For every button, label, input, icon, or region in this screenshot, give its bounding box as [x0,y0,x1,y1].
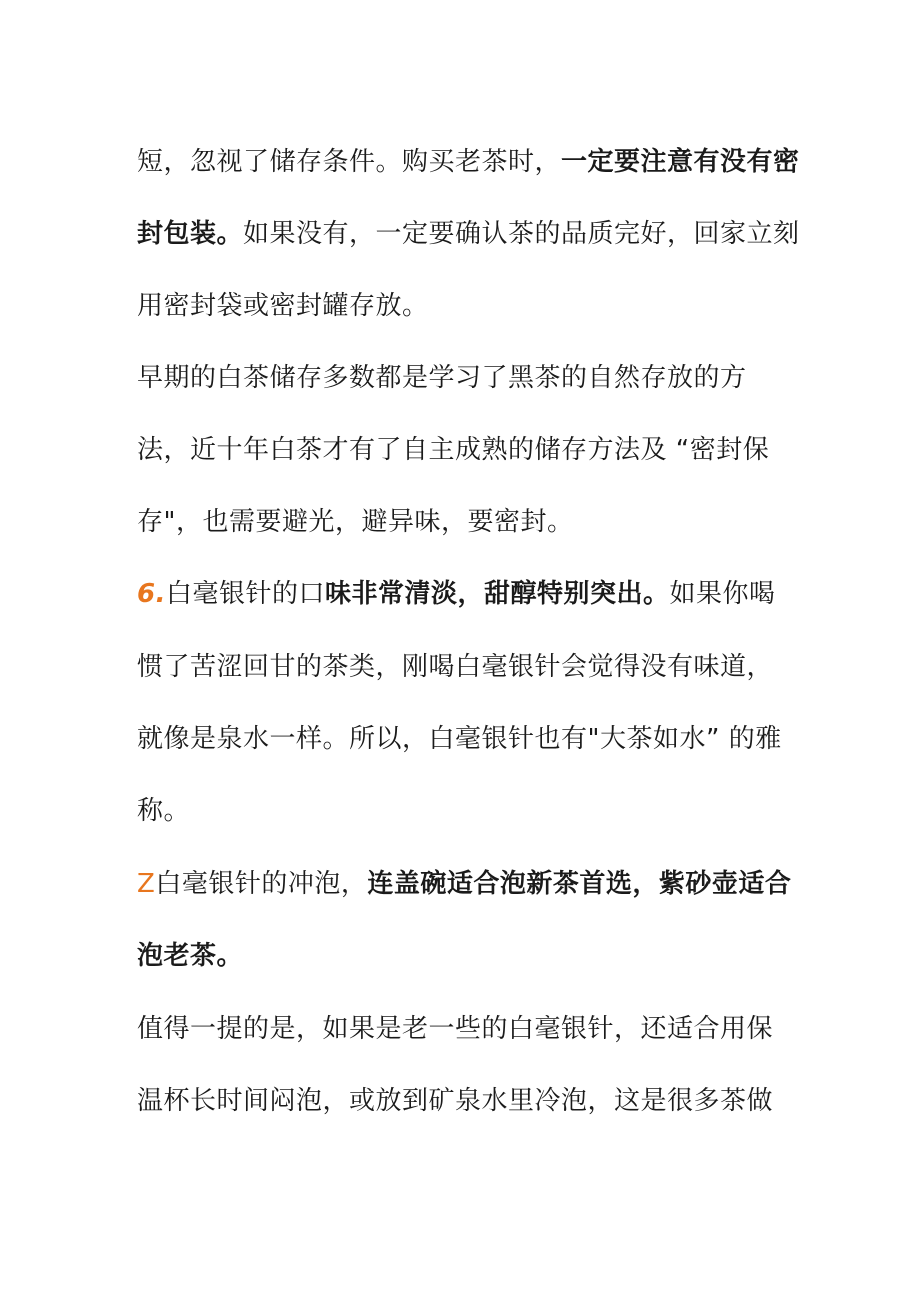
p3-line-2: 惯了苦涩回甘的茶类，刚喝白毫银针会觉得没有味道， [137,652,774,682]
p3-line-4: 称。 [137,796,191,826]
list-number: 6. [137,579,166,609]
p1-line-2-bold: 封包装。 [137,219,244,249]
p4-line-2: 泡老茶。 [137,941,244,971]
list-marker: Z [137,869,156,899]
p2-line-1: 早期的白茶储存多数都是学习了黑茶的自然存放的方 [137,363,747,393]
p1-line-1 [137,144,800,180]
p5-line-2: 温杯长时间闷泡，或放到矿泉水里冷泡，这是很多茶做 [137,1086,774,1116]
p1-line-2 [137,216,800,252]
p4-line-1 [137,866,791,902]
p4-line-1-text: 白毫银针的冲泡， [155,869,368,899]
p1-line-2-text: 如果没有，一定要确认茶的品质完好，回家立刻 [243,219,800,249]
p1-line-3: 用密封袋或密封罐存放。 [137,291,429,321]
p3-line-3: 就像是泉水一样。所以，白毫银针也有"大茶如水” 的雅 [137,724,782,754]
p2-line-3: 存"，也需要避光，避异味，要密封。 [137,507,574,537]
p3-line-1 [137,576,776,612]
p5-line-1: 值得一提的是，如果是老一些的白毫银针，还适合用保 [137,1014,774,1044]
p1-line-1-bold: 一定要注意有没有密 [561,147,800,177]
p3-line-1-text: 白毫银针的口 [165,579,325,609]
p2-line-2: 法，近十年白茶才有了自主成熟的储存方法及 “密封保 [137,435,770,465]
p3-line-1-tail: 如果你喝 [669,579,776,609]
p4-line-1-bold: 连盖碗适合泡新茶首选，紫砂壶适合 [367,869,792,899]
p3-line-1-bold: 味非常清淡，甜醇特别突出。 [324,579,670,609]
p1-line-1-text: 短，忽视了储存条件。购买老茶时， [137,147,562,177]
